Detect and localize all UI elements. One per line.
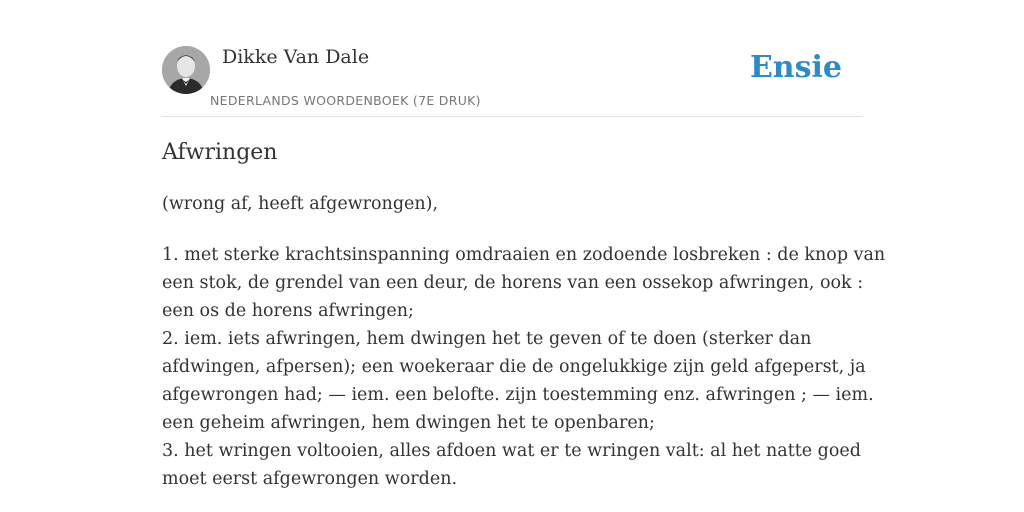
author-name[interactable]: Dikke Van Dale bbox=[222, 46, 370, 68]
definition-line: 3. het wringen voltooien, alles afdoen wat er te wringen valt: al het natte goed bbox=[162, 441, 861, 461]
source-subtitle: NEDERLANDS WOORDENBOEK (7E DRUK) bbox=[210, 93, 481, 108]
brand-logo[interactable]: Ensie bbox=[749, 50, 842, 85]
definition-line: 2. iem. iets afwringen, hem dwingen het te geven of te doen (sterker dan bbox=[162, 329, 812, 349]
author-avatar[interactable] bbox=[162, 46, 210, 94]
entry-title: Afwringen bbox=[162, 140, 278, 165]
definition-line: een os de horens afwringen; bbox=[162, 301, 414, 321]
portrait-image bbox=[162, 46, 210, 94]
entry-grammar: (wrong af, heeft afgewrongen), bbox=[162, 194, 439, 214]
definition-line: een geheim afwringen, hem dwingen het te openbaren; bbox=[162, 413, 655, 433]
definition-line: een stok, de grendel van een deur, de horens van een ossekop afwringen, ook : bbox=[162, 273, 864, 293]
entry-definitions bbox=[162, 241, 886, 493]
definition-line: moet eerst afgewrongen worden. bbox=[162, 469, 458, 489]
definition-line: 1. met sterke krachtsinspanning omdraaien en zodoende losbreken : de knop van bbox=[162, 245, 886, 265]
definition-line: afgewrongen had; — iem. een belofte. zijn toestemming enz. afwringen ; — iem. bbox=[162, 385, 874, 405]
entry-header bbox=[162, 46, 862, 117]
definition-line: afdwingen, afpersen); een woekeraar die de ongelukkige zijn geld afgeperst, ja bbox=[162, 357, 866, 377]
